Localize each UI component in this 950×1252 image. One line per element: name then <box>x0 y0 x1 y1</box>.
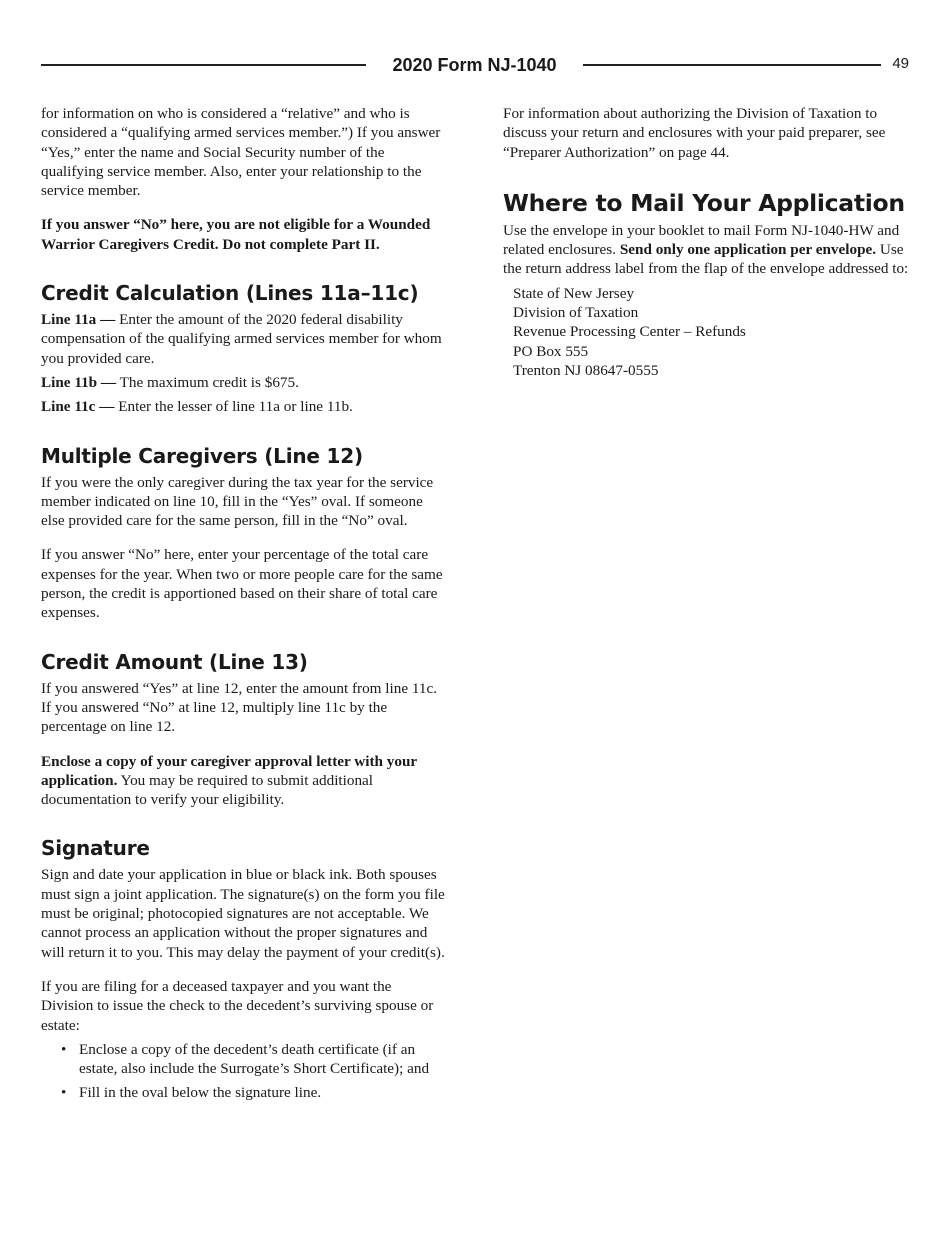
signature-paragraph-1: Sign and date your application in blue or black ink. Both spouses must sign a joint application. The signature(s) on the form you file must be original; photocopied signatures are not acceptable. We cannot process an application without the proper signatures and will return it to you. This may delay the payment of your credit(s). <box>41 866 445 961</box>
deceased-taxpayer-list <box>41 1040 445 1103</box>
mailing-text-bold: Send only one application per envelope. <box>619 241 877 259</box>
line-11b-label: Line 11b — <box>41 373 117 391</box>
enclose-letter-text: You may be required to submit additional documentation to verify your eligibility. <box>41 771 374 809</box>
list-item-text: Fill in the oval below the signature line. <box>79 1084 322 1102</box>
mailing-address <box>503 284 911 380</box>
header-rule-right <box>583 64 881 66</box>
signature-heading: Signature <box>41 836 150 861</box>
enclose-letter-bold: Enclose a copy of your caregiver approval letter with your application. <box>41 752 417 789</box>
left-column <box>41 104 445 1108</box>
line-11c-instruction <box>41 397 445 416</box>
credit-amount-paragraph-2 <box>41 752 445 810</box>
mailing-text-pre: Use the envelope in your booklet to mail Form NJ-1040-HW and related enclosures. <box>503 221 900 259</box>
preparer-authorization-paragraph: For information about authorizing the Division of Taxation to discuss your return and enclosures with your paid preparer, see “Preparer Authorization” on page 44. <box>503 105 886 161</box>
eligibility-warning <box>41 215 445 254</box>
multiple-caregivers-heading: Multiple Caregivers (Line 12) <box>41 443 363 468</box>
line-11c-text: Enter the lesser of line 11a or line 11b. <box>114 398 353 416</box>
address-line: PO Box 555 <box>513 342 589 360</box>
multiple-caregivers-paragraph-2: If you answer “No” here, enter your percentage of the total care expenses for the year. When two or more people care for the same person, the credit is apportioned based on their share of total care expenses. <box>41 546 443 622</box>
page-header <box>41 52 909 78</box>
line-11b-instruction <box>41 373 445 392</box>
list-item <box>41 1083 445 1102</box>
credit-calculation-heading: Credit Calculation (Lines 11a–11c) <box>41 281 419 306</box>
bullet-icon: • <box>61 1084 67 1102</box>
multiple-caregivers-paragraph-1: If you were the only caregiver during the tax year for the service member indicated on line 10, fill in the “Yes” oval. If someone else provided care for the same person, fill in the “No” oval. <box>41 473 434 530</box>
address-line: Division of Taxation <box>513 304 639 322</box>
intro-paragraph: for information on who is considered a “relative” and who is considered a “qualifying armed services member.”) If you answer “Yes,” enter the name and Social Security number of the qualifying service member. Also, enter your relationship to the service member. <box>41 105 441 200</box>
right-column <box>503 104 911 380</box>
list-item <box>41 1040 445 1079</box>
page-number: 49 <box>892 55 909 72</box>
mailing-text-post: Use the return address label from the flap of the envelope addressed to: <box>503 241 909 278</box>
address-line: State of New Jersey <box>513 284 635 302</box>
page-title: 2020 Form NJ-1040 <box>392 55 557 75</box>
where-to-mail-heading: Where to Mail Your Application <box>503 188 905 217</box>
header-rule-left <box>41 64 366 66</box>
credit-amount-heading: Credit Amount (Line 13) <box>41 649 308 674</box>
address-line: Trenton NJ 08647-0555 <box>513 361 659 379</box>
mailing-instructions <box>503 221 911 279</box>
eligibility-warning-bold: If you answer “No” here, you are not eligible for a Wounded Warrior Caregivers Credit. Do not complete Part II. <box>41 216 431 253</box>
line-11a-instruction <box>41 310 445 368</box>
line-11b-text: The maximum credit is $675. <box>116 373 299 391</box>
line-11c-label: Line 11c — <box>41 398 115 416</box>
credit-amount-paragraph-1: If you answered “Yes” at line 12, enter the amount from line 11c. If you answered “No” at line 12, multiply line 11c by the percentage on line 12. <box>41 679 438 736</box>
address-line: Revenue Processing Center – Refunds <box>513 323 746 341</box>
signature-paragraph-2: If you are filing for a deceased taxpayer and you want the Division to issue the check to the decedent’s surviving spouse or estate: <box>41 977 434 1034</box>
line-11a-label: Line 11a — <box>41 311 116 329</box>
line-11a-text: Enter the amount of the 2020 federal disability compensation of the qualifying armed services member for whom you provided care. <box>41 311 442 367</box>
list-item-text: Enclose a copy of the decedent’s death certificate (if an estate, also include the Surrogate’s Short Certificate); and <box>79 1040 430 1078</box>
bullet-icon: • <box>61 1040 67 1058</box>
